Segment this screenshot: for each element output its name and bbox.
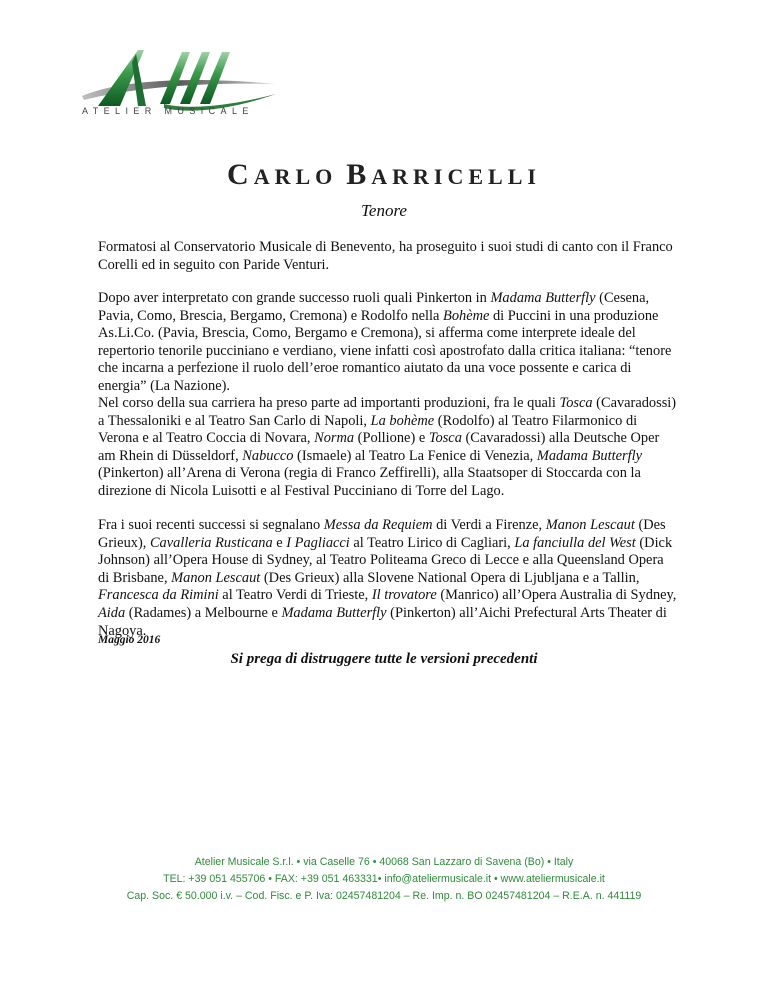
italic-title: Madama Butterfly [490,290,596,306]
name-last-initial: B [346,158,372,191]
text-run: Nel corso della sua carriera ha preso parte ad importanti produzioni, fra le quali [98,395,560,411]
italic-title: I Pagliacci [286,534,350,551]
italic-title: La fanciulla del West [514,534,636,551]
text-run: (Rodolfo) al Teatro Filarmonico di Verona e al Teatro Coccia di Novara, [98,412,638,447]
italic-title: Tosca [428,430,462,447]
italic-title: Norma [314,430,355,447]
text-run: al Teatro Verdi di Trieste, [218,587,372,604]
text-run: (Cavaradossi) alla Deutsche Oper am Rhein di Düsseldorf, [98,430,660,464]
text-run: (Manrico) all’Opera Australia di Sydney, [436,587,677,604]
text-run: (Pinkerton) all’Aichi Prefectural Arts Theater di Nagoya. [98,604,667,639]
text-run: (Dick Johnson) all’Opera House di Sydney, al Teatro Politeama Greco di Lecce e alla Queensland Opera di Brisbane, [98,534,673,586]
text-run: (Des Grieux), [98,517,666,551]
italic-title: Nabucco [242,447,294,464]
italic-title: Manon Lescaut [545,517,635,533]
paragraph-recent-successes [98,517,678,640]
text-run: (Ismaele) al Teatro La Fenice di Venezia, [293,447,537,464]
text-run: di Puccini in una produzione As.Li.Co. (Pavia, Brescia, Como, Bergamo e Cremona), si afferma come interprete ideale del repertorio tenorile pucciniano e verdiano, viene infatti così apostrofato dalla critica italiana: “tenore che incarna a perfezione il ruolo dell’eroe romantico aiutato da una voce possente e carica di energia” (La Nazione). [98,307,672,394]
text-run: (Cavaradossi) a Thessaloniki e al Teatro San Carlo di Napoli, [98,395,677,429]
italic-title: Madama Butterfly [281,604,387,621]
document-date: Maggio 2016 [98,634,161,646]
role-subtitle: Tenore [361,201,407,220]
text-run: e [272,534,287,551]
footer-address: Atelier Musicale S.r.l. • via Caselle 76 • 40068 San Lazzaro di Savena (Bo) • Italy [194,856,574,868]
italic-title: Tosca [559,395,593,411]
name-first-rest: ARLO [253,164,338,189]
footer-registration: Cap. Soc. € 50.000 i.v. – Cod. Fisc. e P. Iva: 02457481204 – Re. Imp. n. BO 02457481204 – R.E.A. n. 441119 [126,890,642,902]
italic-title: Manon Lescaut [171,569,261,586]
text-run: Fra i suoi recenti successi si segnalano [98,517,324,533]
text-run: (Cesena, Pavia, Como, Brescia, Bergamo, Cremona) e Rodolfo nella [98,290,650,324]
paragraph-early-career [98,290,678,396]
text-run: al Teatro Lirico di Cagliari, [349,534,515,551]
notice-text: Si prega di distruggere tutte le versioni precedenti [230,651,538,667]
logo-text: ATELIER MUSICALE [82,106,254,116]
name-first-initial: C [227,158,254,191]
text-run: (Des Grieux) alla Slovene National Opera di Ljubljana e a Tallin, [260,569,640,586]
italic-title: Messa da Requiem [323,517,433,533]
italic-title: Cavalleria Rusticana [149,534,273,551]
italic-title: Il trovatore [371,587,437,604]
text-run: (Pollione) e [354,430,429,447]
italic-title: Aida [98,604,126,621]
text-run: di Verdi a Firenze, [432,517,546,533]
text-run: Dopo aver interpretato con grande successo ruoli quali Pinkerton in [98,290,491,306]
text-run: (Radames) a Melbourne e [125,604,282,621]
footer-contacts: TEL: +39 051 455706 • FAX: +39 051 463331• info@ateliermusicale.it • www.ateliermusicale.it [163,873,605,885]
footer [0,854,768,905]
page-title [0,158,768,192]
italic-title: La bohème [370,412,435,429]
text-run: (Pinkerton) all’Arena di Verona (regia di Franco Zeffirelli), alla Staatsoper di Stoccarda con la direzione di Nicola Luisotti e al Festival Pucciniano di Torre del Lago. [98,465,641,499]
italic-title: Madama Butterfly [536,447,642,464]
italic-title: Francesca da Rimini [98,587,219,604]
paragraph-training: Formatosi al Conservatorio Musicale di Benevento, ha proseguito i suoi studi di canto con il Franco Corelli ed in seguito con Paride Venturi. [98,239,673,273]
name-last-rest: ARRICELLI [371,164,541,189]
italic-title: Bohème [443,307,490,324]
paragraph-productions [98,395,678,501]
